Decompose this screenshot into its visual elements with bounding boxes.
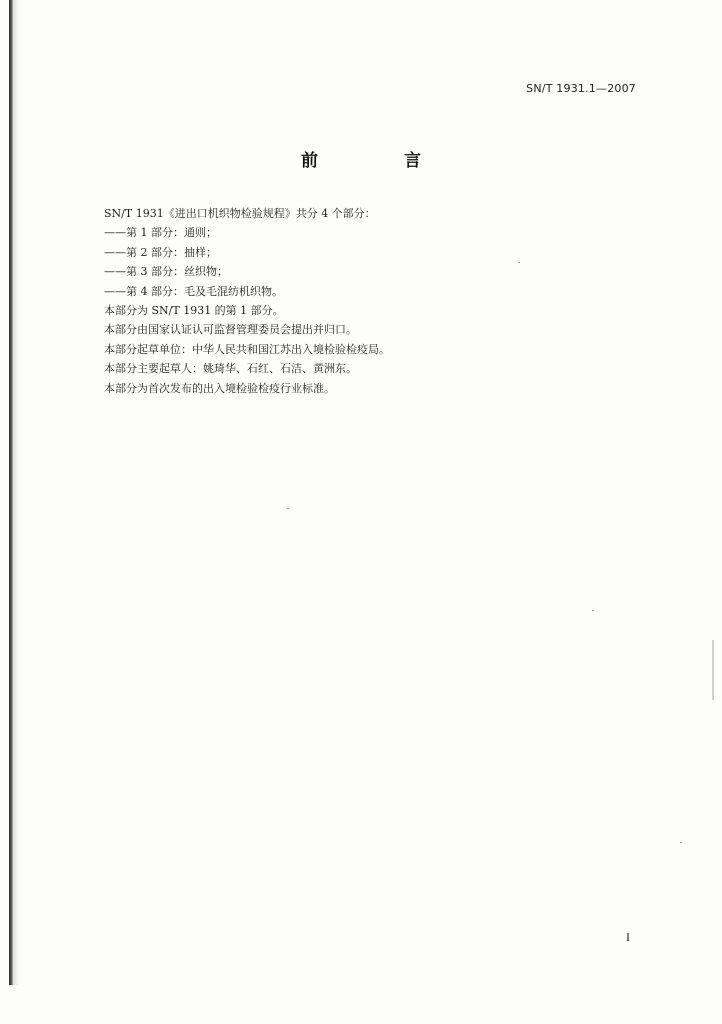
paragraph-line: 本部分为首次发布的出入境检验检疫行业标准。 [104, 381, 335, 395]
paragraph-line: ——第 1 部分：通则； [104, 226, 217, 240]
standard-code: SN/T 1931.1—2007 [526, 82, 636, 95]
scan-edge-mark [712, 640, 714, 700]
paragraph-line: 本部分由国家认证认可监督管理委员会提出并归口。 [104, 323, 357, 337]
paragraph-line: 本部分为 SN/T 1931 的第 1 部分。 [104, 304, 284, 318]
foreword-body [104, 204, 644, 398]
paragraph-line: ——第 3 部分：丝织物； [104, 265, 228, 279]
scan-speck [592, 610, 594, 611]
page-title: 前 言 [301, 151, 461, 171]
paragraph-line: ——第 4 部分：毛及毛混纺机织物。 [104, 284, 283, 298]
page-number: I [626, 930, 630, 944]
scan-speck [287, 508, 289, 509]
paragraph-line: 本部分主要起草人：姚琦华、石红、石洁、黄洲东。 [104, 362, 357, 376]
paragraph-line: 本部分起草单位：中华人民共和国江苏出入境检验检疫局。 [104, 342, 390, 356]
paragraph-line: SN/T 1931《进出口机织物检验规程》共分 4 个部分： [104, 207, 376, 220]
paragraph-line: ——第 2 部分：抽样； [104, 245, 217, 259]
scan-speck [680, 842, 682, 843]
